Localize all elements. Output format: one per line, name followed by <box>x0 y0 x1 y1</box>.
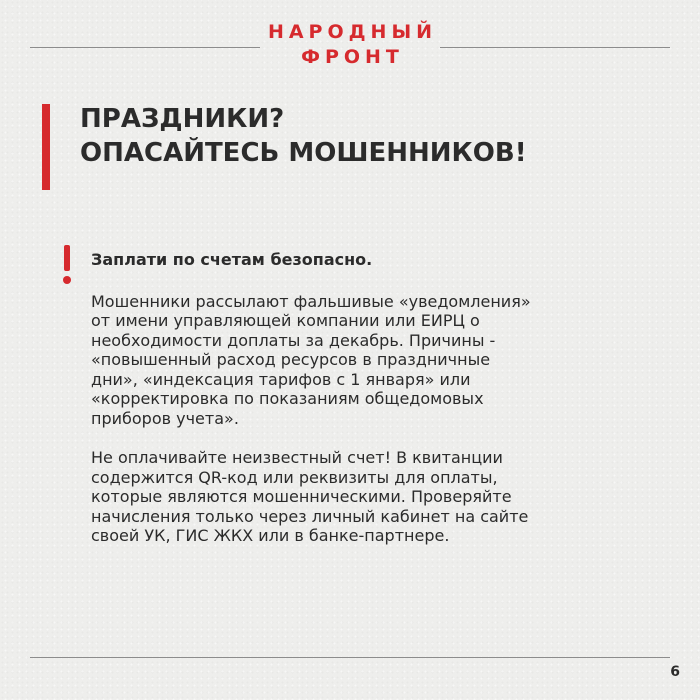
title-line-1: ПРАЗДНИКИ? <box>80 104 285 134</box>
paragraph-1-line: «корректировка по показаниям общедомовых <box>91 389 484 408</box>
exclamation-icon <box>61 245 73 285</box>
paragraph-1 <box>91 292 671 429</box>
paragraph-1-line: дни», «индексация тарифов с 1 января» или <box>91 369 471 389</box>
brand-logo <box>260 20 440 70</box>
paragraph-1-line: Мошенники рассылают фальшивые «уведомления» <box>91 291 531 311</box>
exclamation-icon-dot <box>63 276 71 284</box>
title-line-2: ОПАСАЙТЕСЬ МОШЕННИКОВ! <box>80 138 527 168</box>
article-body <box>91 250 671 566</box>
paragraph-2-line: своей УК, ГИС ЖКХ или в банке-партнере. <box>91 526 450 545</box>
title-accent-bar <box>42 104 50 190</box>
paragraph-1-line: необходимости доплаты за декабрь. Причины - <box>91 330 496 350</box>
paragraph-2-line: содержится QR-код или реквизиты для оплаты, <box>91 467 498 487</box>
page-number: 6 <box>670 664 680 680</box>
paragraph-1-line: от имени управляющей компании или ЕИРЦ о <box>91 311 480 330</box>
paragraph-2-line: Не оплачивайте неизвестный счет! В квитанции <box>91 448 503 467</box>
paragraph-1-line: приборов учета». <box>91 408 239 428</box>
page-title <box>80 102 680 170</box>
logo-line-1: НАРОДНЫЙ <box>267 21 438 43</box>
exclamation-icon-stem <box>64 245 70 271</box>
paragraph-2-line: которые являются мошенническими. Проверяйте <box>91 487 512 506</box>
paragraph-1-line: «повышенный расход ресурсов в праздничные <box>91 350 491 369</box>
top-rule-right <box>440 47 670 48</box>
lead-text: Заплати по счетам безопасно. <box>91 250 373 269</box>
paragraph-2-line: начисления только через личный кабинет на сайте <box>91 506 529 526</box>
logo-line-2: ФРОНТ <box>301 46 404 68</box>
bottom-rule <box>30 657 670 658</box>
top-rule-left <box>30 47 260 48</box>
paragraph-2 <box>91 448 671 546</box>
